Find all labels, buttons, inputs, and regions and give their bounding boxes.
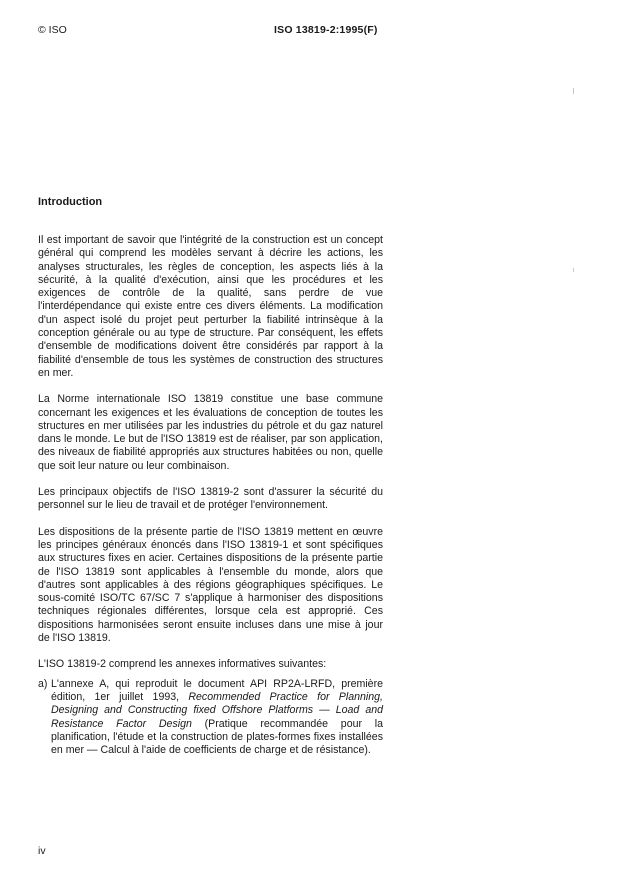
paragraph-iso-13819: La Norme internationale ISO 13819 constitue une base commune concernant les exigences et les évaluations de conception de toutes les structures en mer utilisées par les industries du pétrole et du gaz naturel dans le monde. Le but de l'ISO 13819 est de réaliser, par son application, des niveaux de fiabilité appropriés aux structures habitées ou non, quelle que soit leur nature ou leur combinaison. (38, 393, 383, 472)
paragraph-integrity: Il est important de savoir que l'intégrité de la construction est un concept général qui comprend les modèles servant à décrire les actions, les analyses structurales, les règles de conception, les aspects liés à la sécurité, à la qualité d'exécution, ainsi que les procédures et les exigences de contrôle de la qualité, sans perdre de vue l'interdépendance qui existe entre ces divers éléments. La modification d'un aspect isolé du projet peut perturber la fiabilité intrinsèque à la conception générale ou au type de structure. Par conséquent, les effets d'ensemble de modifications doivent être considérés par rapport à la fiabilité d'ensemble de tous les systèmes de construction des structures en mer. (38, 234, 383, 379)
section-title: Introduction (38, 196, 103, 208)
annex-a-description (51, 678, 383, 758)
list-item (38, 678, 383, 758)
annex-a-text-start: L'annexe A, qui reproduit le document API RP2A-LRFD, première édition, 1er juillet 1993, (51, 677, 383, 703)
page-number: iv (38, 845, 46, 857)
scan-mark (573, 268, 574, 272)
document-id-header: ISO 13819-2:1995(F) (274, 24, 378, 36)
paragraph-objectives: Les principaux objectifs de l'ISO 13819-2 sont d'assurer la sécurité du personnel sur le lieu de travail et de protéger l'environnement. (38, 486, 383, 512)
paragraph-provisions: Les dispositions de la présente partie de l'ISO 13819 mettent en œuvre les principes généraux énoncés dans l'ISO 13819-1 et sont spécifiques aux structures fixes en acier. Certaines dispositions de la présente partie de l'ISO 13819 sont applicables à l'ensemble du monde, alors que d'autres sont applicables à des régions géographiques spécifiques. Le sous-comité ISO/TC 67/SC 7 s'applique à harmoniser des dispositions techniques régionales différentes, lorsque cela est approprié. Ces dispositions harmonisées seront ensuite incluses dans une mise à jour de l'ISO 13819. (38, 525, 383, 645)
scan-mark (573, 88, 574, 94)
copyright-header: © ISO (38, 24, 67, 36)
paragraph-annexes-intro: L'ISO 13819-2 comprend les annexes informatives suivantes: (38, 658, 327, 671)
body-text (38, 234, 383, 757)
list-marker: a) (38, 677, 48, 690)
annex-a-text-end: (Pratique recommandée pour la planification, l'étude et la construction de plates-formes fixes installées en mer — Calcul à l'aide de coefficients de charge et de résistance). (51, 717, 383, 757)
annex-a-title: Recommended Practice for Planning, Designing and Constructing fixed Offshore Platforms — Load and Resistance Factor Design (51, 690, 383, 730)
